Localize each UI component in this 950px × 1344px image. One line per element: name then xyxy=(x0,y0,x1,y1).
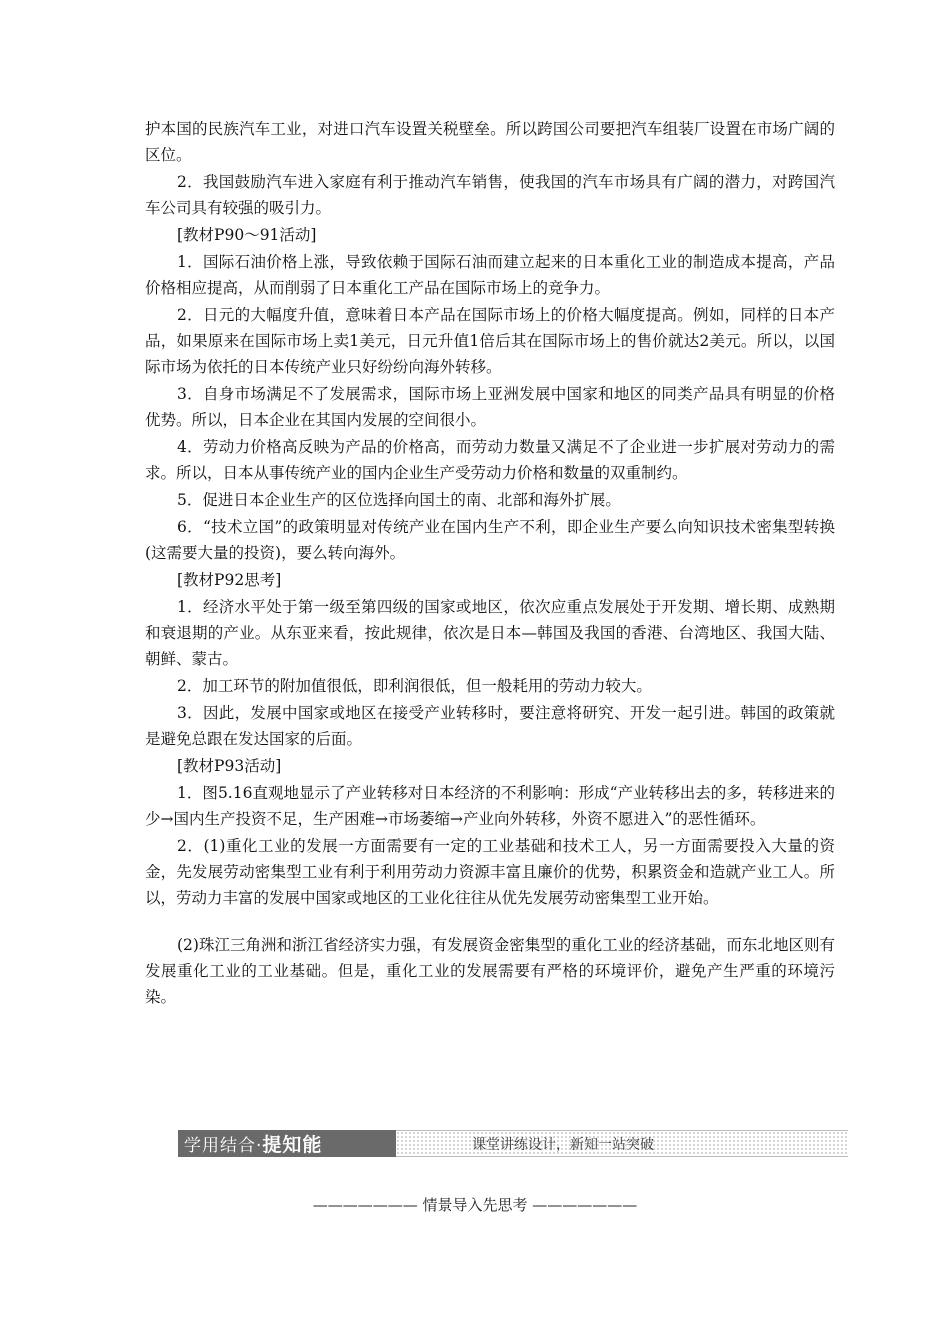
paragraph-8: 5．促进日本企业生产的区位选择向国土的南、北部和海外扩展。 xyxy=(177,491,621,509)
paragraph-4: 1．国际石油价格上涨，导致依赖于国际石油而建立起来的日本重化工业的制造成本提高，产品价格相应提高，从而削弱了日本重化工产品在国际市场上的竞争力。 xyxy=(145,253,835,297)
paragraph-12: 2．加工环节的附加值很低，即利润很低，但一般耗用的劳动力较大。 xyxy=(177,677,652,695)
section-label-p92: [教材P92思考] xyxy=(177,571,282,589)
paragraph-7: 4．劳动力价格高反映为产品的价格高，而劳动力数量又满足不了企业进一步扩展对劳动力的需求。所以，日本从事传统产业的国内企业生产受劳动力价格和数量的双重制约。 xyxy=(145,438,835,482)
paragraph-2: 2．我国鼓励汽车进入家庭有利于推动汽车销售，使我国的汽车市场具有广阔的潜力，对跨国汽车公司具有较强的吸引力。 xyxy=(145,173,835,217)
paragraph-5: 2．日元的大幅度升值，意味着日本产品在国际市场上的价格大幅度提高。例如，同样的日本产品，如果原来在国际市场上卖1美元，日元升值1倍后其在国际市场上的售价就达2美元。所以，以国际市场为依托的日本传统产业只好纷纷向海外转移。 xyxy=(145,306,835,376)
banner-subtitle-text: 课堂讲练设计，新知一站突破 xyxy=(472,1136,654,1153)
paragraph-6: 3．自身市场满足不了发展需求，国际市场上亚洲发展中国家和地区的同类产品具有明显的价格优势。所以，日本企业在其国内发展的空间很小。 xyxy=(145,385,835,429)
banner-title-part2: 提知能 xyxy=(262,1134,323,1156)
section-label-p93: [教材P93活动] xyxy=(177,757,282,775)
paragraph-17: (2)珠江三角洲和浙江省经济实力强，有发展资金密集型的重化工业的经济基础，而东北地区则有发展重化工业的工业基础。但是，重化工业的发展需要有严格的环境评价，避免产生严重的环境污染。 xyxy=(145,936,835,1006)
paragraph-15: 1．图5.16直观地显示了产业转移对日本经济的不利影响：形成“产业转移出去的多，转移进来的少→国内生产投资不足，生产困难→市场萎缩→产业向外转移，外资不愿进入”的恶性循环。 xyxy=(145,784,835,828)
paragraph-11: 1．经济水平处于第一级至第四级的国家或地区，依次应重点发展处于开发期、增长期、成熟期和衰退期的产业。从东亚来看，按此规律，依次是日本—韩国及我国的香港、台湾地区、我国大陆、朝鲜、蒙古。 xyxy=(145,598,835,668)
paragraph-1: 护本国的民族汽车工业，对进口汽车设置关税壁垒。所以跨国公司要把汽车组装厂设置在市场广阔的区位。 xyxy=(145,120,835,164)
banner-title-part1: 学用结合· xyxy=(184,1136,263,1156)
banner-title xyxy=(178,1130,396,1157)
spacer xyxy=(145,912,835,932)
paragraph-9: 6．“技术立国”的政策明显对传统产业在国内生产不利，即企业生产要么向知识技术密集型转换(这需要大量的投资)，要么转向海外。 xyxy=(145,518,835,562)
section-subheading: ——————— 情景导入先思考 ——————— xyxy=(312,1196,638,1214)
section-label-p90: [教材P90～91活动] xyxy=(177,226,317,244)
paragraph-16: 2．(1)重化工业的发展一方面需要有一定的工业基础和技术工人，另一方面需要投入大量的资金，先发展劳动密集型工业有利于利用劳动力资源丰富且廉价的优势，积累资金和造就产业工人。所以，劳动力丰富的发展中国家或地区的工业化往往从优先发展劳动密集型工业开始。 xyxy=(145,837,835,907)
banner-subtitle xyxy=(396,1130,848,1157)
paragraph-13: 3．因此，发展中国家或地区在接受产业转移时，要注意将研究、开发一起引进。韩国的政策就是避免总跟在发达国家的后面。 xyxy=(145,704,835,748)
document-body xyxy=(145,116,835,1011)
section-banner xyxy=(178,1130,848,1157)
